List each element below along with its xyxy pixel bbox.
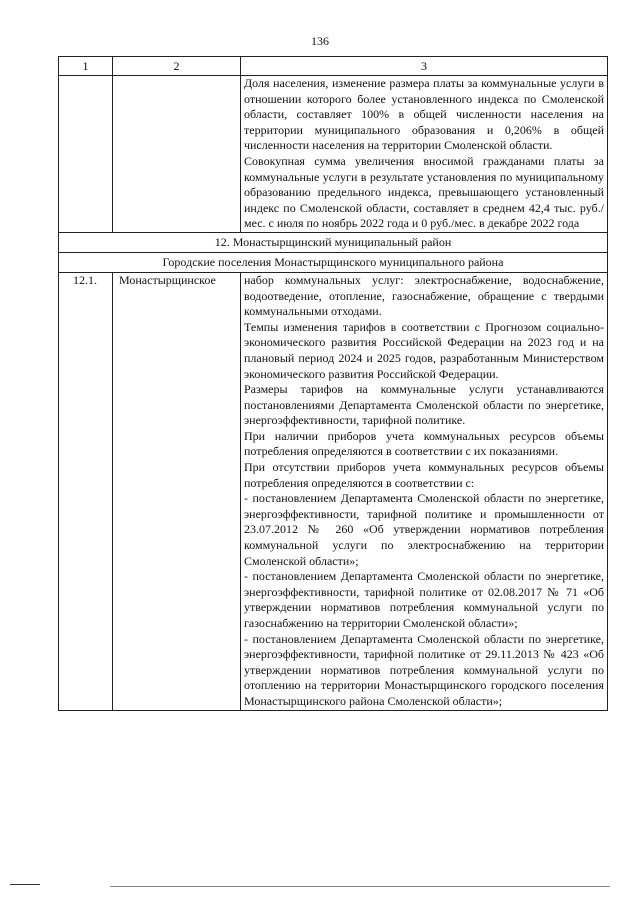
entry-paragraph: - постановлением Департамента Смоленской области по энергетике, энергоэффективности, тарифной политике от 29.11.2013 № 423 «Об утверждении нормативов потребления коммунальной услуги по отоплению на территории Монастырщинского городского поселения Монастырщинского района Смоленской области»; [244,631,604,708]
page-number: 136 [311,34,329,48]
entry-paragraph: Размеры тарифов на коммунальные услуги устанавливаются постановлениями Департамента Смоленской области по энергетике, энергоэффективности, тарифной политике. [244,382,604,428]
entry-paragraph: набор коммунальных услуг: электроснабжение, водоснабжение, водоотведение, отопление, газоснабжение, обращение с твердыми коммунальными отходами. [244,272,604,319]
entry-name: Монастырщинское [113,272,241,710]
continuation-number-cell [59,76,113,233]
settlements-title-row [59,252,608,272]
header-col-1: 1 [59,57,113,76]
continuation-paragraph: Совокупная сумма увеличения вносимой гражданами платы за коммунальные услуги в результате установления по муниципальному образованию предельного индекса, превышающего установленный индекс по Смоленской области, составляет в среднем 42,4 тыс. руб./мес. с июля по ноябрь 2022 года и 0 руб./мес. в декабре 2022 года [244,153,604,231]
entry-paragraph: - постановлением Департамента Смоленской области по энергетике, энергоэффективности, тарифной политике и промышленности от 23.07.2012 № 260 «Об утверждении нормативов потребления коммунальной услуги по электроснабжению на территории Смоленской области»; [244,491,604,568]
continuation-name-cell [113,76,241,233]
entry-paragraph: - постановлением Департамента Смоленской области по энергетике, энергоэффективности, тарифной политике от 02.08.2017 № 71 «Об утверждении нормативов потребления коммунальной услуги по газоснабжению на территории Смоленской области»; [244,569,604,630]
settlements-title: Городские поселения Монастырщинского муниципального района [59,252,608,272]
district-title: 12. Монастырщинский муниципальный район [59,232,608,252]
entry-paragraph: Темпы изменения тарифов в соответствии с Прогнозом социально-экономического развития Российской Федерации на 2023 год и на плановый период 2024 и 2025 годов, разработанным Министерством экономического развития Российской Федерации. [244,319,604,381]
continuation-text-cell [241,76,608,233]
entry-paragraph: При отсутствии приборов учета коммунальных ресурсов объемы потребления определяются в соответствии с: [244,460,604,490]
entry-row [59,272,608,710]
entry-number: 12.1. [59,272,113,710]
scan-edge-mark [10,884,40,885]
header-col-3: 3 [241,57,608,76]
scan-edge-mark [110,886,610,887]
continuation-paragraph: Доля населения, изменение размера платы за коммунальные услуги в отношении которого более установленного индекса по Смоленской области, составляет 100% в общей численности населения на территории муниципального образования и 0,206% в общей численности населения на территории Смоленской области. [244,76,604,153]
header-col-2: 2 [113,57,241,76]
continuation-row [59,76,608,233]
district-title-row [59,232,608,252]
tariff-table [58,56,608,711]
table-header-row [59,57,608,76]
entry-paragraph: При наличии приборов учета коммунальных ресурсов объемы потребления определяются в соответствии с их показаниями. [244,428,604,459]
entry-text-cell [241,272,608,710]
